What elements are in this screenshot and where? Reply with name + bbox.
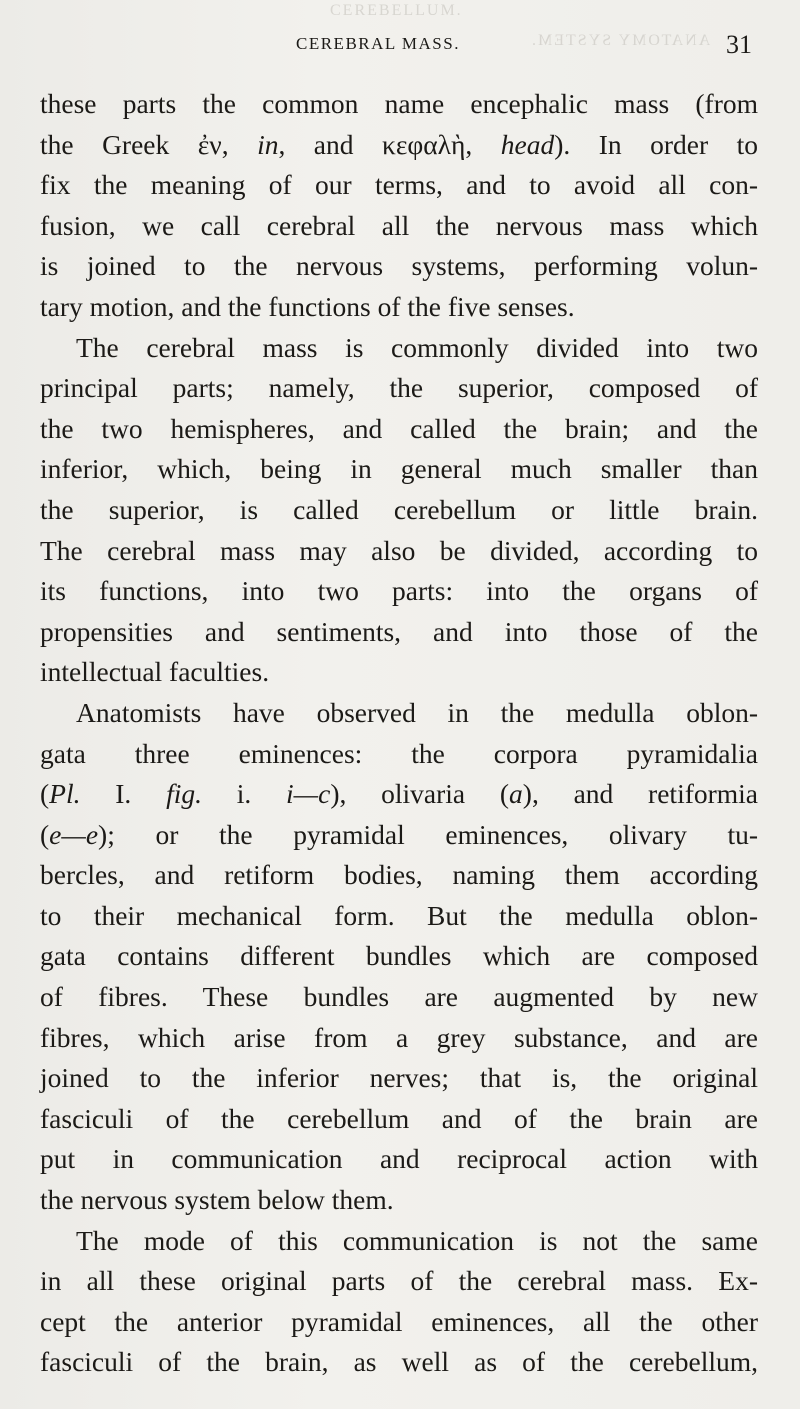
paragraph	[40, 84, 758, 328]
text-line: intellectual faculties.	[40, 656, 270, 688]
text-line: is joined to the nervous systems, performing volun-	[40, 250, 758, 282]
text-line: the Greek ἐν, in, and κεφαλὴ, head). In order to	[40, 128, 758, 160]
text-line: fix the meaning of our terms, and to avoid all con-	[40, 169, 758, 201]
text-line: gata contains different bundles which are composed	[40, 940, 758, 972]
text-line: put in communication and reciprocal action with	[40, 1143, 758, 1175]
text-line: the two hemispheres, and called the brain; and the	[40, 412, 758, 444]
body-text	[40, 84, 758, 1383]
bleed-through-title: CEREBELLUM.	[330, 2, 463, 19]
paragraph	[40, 693, 758, 1221]
text-line: fasciculi of the brain, as well as of the cerebellum,	[40, 1346, 758, 1378]
text-line: (e—e); or the pyramidal eminences, olivary tu-	[40, 818, 758, 850]
text-line: these parts the common name encephalic mass (from	[40, 88, 758, 119]
text-line: propensities and sentiments, and into those of the	[40, 615, 758, 647]
text-line: fusion, we call cerebral all the nervous mass which	[40, 209, 758, 241]
text-line: principal parts; namely, the superior, composed of	[40, 372, 758, 404]
text-line: fasciculi of the cerebellum and of the brain are	[40, 1102, 758, 1134]
paragraph	[40, 1221, 758, 1383]
text-line: joined to the inferior nerves; that is, the original	[40, 1062, 758, 1094]
text-line: The cerebral mass may also be divided, according to	[40, 534, 758, 566]
page-header	[0, 30, 800, 70]
text-line: Anatomists have observed in the medulla oblon-	[76, 696, 758, 728]
text-line: the superior, is called cerebellum or little brain.	[40, 493, 758, 525]
text-line: cept the anterior pyramidal eminences, all the other	[40, 1305, 758, 1337]
text-line: inferior, which, being in general much smaller than	[40, 453, 758, 485]
paragraph	[40, 328, 758, 693]
running-title: CEREBRAL MASS.	[296, 34, 460, 53]
text-line: (Pl. I. fig. i. i—c), olivaria (a), and retiformia	[40, 778, 759, 810]
text-line: The mode of this communication is not the same	[76, 1224, 758, 1256]
text-line: to their mechanical form. But the medulla oblon-	[40, 899, 758, 931]
text-line: tary motion, and the functions of the five senses.	[40, 290, 575, 322]
text-line: fibres, which arise from a grey substance, and are	[40, 1021, 758, 1053]
text-line: bercles, and retiform bodies, naming them according	[40, 859, 758, 891]
text-line: its functions, into two parts: into the organs of	[40, 575, 758, 607]
bleed-through-header: ANATOMY SYSTEM.	[530, 32, 711, 49]
page-number: 31	[726, 30, 752, 59]
text-line: of fibres. These bundles are augmented by new	[40, 981, 758, 1013]
text-line: The cerebral mass is commonly divided into two	[76, 331, 758, 363]
text-line: the nervous system below them.	[40, 1184, 394, 1216]
text-line: in all these original parts of the cerebral mass. Ex-	[40, 1265, 758, 1297]
text-line: gata three eminences: the corpora pyramidalia	[40, 737, 758, 769]
